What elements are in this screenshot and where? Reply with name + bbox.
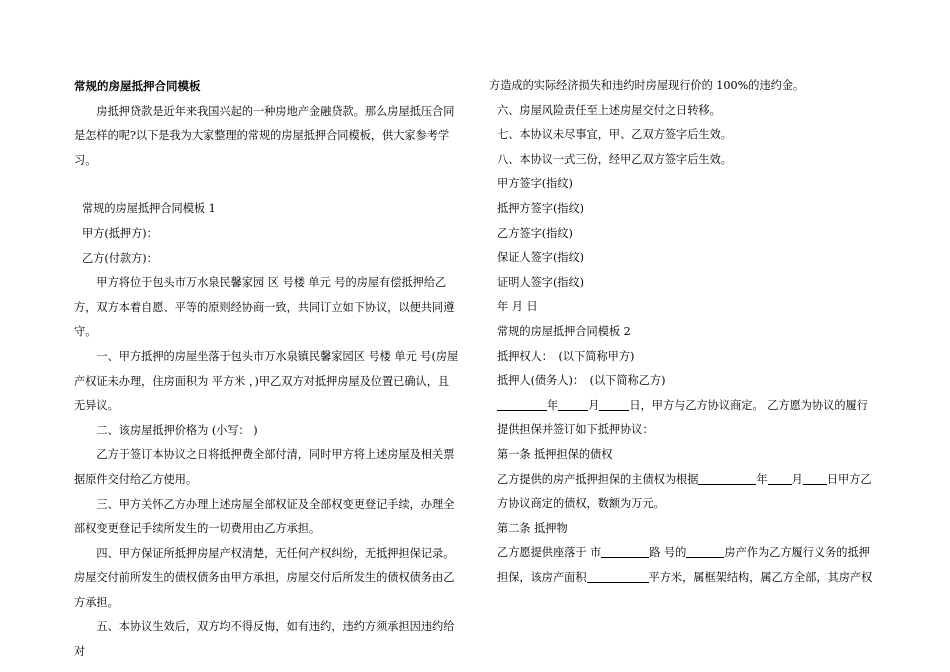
- clause-4: 四、甲方保证所抵押房屋产权清楚，无任何产权纠纷，无抵押担保记录。房屋交付前所发生的债权债务由甲方承担，房屋交付后所发生的债权债务由乙方承担。: [74, 546, 455, 609]
- date-line: 年 月 日: [497, 300, 538, 314]
- party-a-line: 甲方(抵押方)：: [82, 226, 158, 240]
- signature-guarantor: 保证人签字(指纹): [497, 251, 585, 265]
- blank-field: [599, 397, 629, 411]
- mortgagor-line: 抵押人(债务人)： (以下简称乙方): [497, 374, 666, 388]
- article-1-heading: 第一条 抵押担保的债权: [497, 447, 613, 461]
- clause-2: 二、该房屋抵押价格为 (小写： ): [96, 423, 258, 437]
- clause-8: 八、本协议一式三份，经甲乙双方签字后生效。: [497, 152, 732, 166]
- blank-field: [803, 471, 827, 485]
- document-title: 常规的房屋抵押合同模板: [74, 79, 201, 93]
- article-1-paragraph: 乙方提供的房产抵押担保的主债权为根据 年 月 日甲方乙方协议商定的债权，数额为万元。: [497, 472, 872, 511]
- left-column: [74, 74, 459, 665]
- signature-party-b: 乙方签字(指纹): [497, 226, 573, 240]
- clause-2-detail: 乙方于签订本协议之日将抵押费全部付清，同时甲方将上述房屋及相关票据原件交付给乙方使用。: [74, 448, 455, 486]
- blank-field: [698, 471, 756, 485]
- signature-mortgagor: 抵押方签字(指纹): [497, 201, 585, 215]
- template-2-heading: 常规的房屋抵押合同模板 2: [497, 324, 631, 338]
- signature-party-a: 甲方签字(指纹): [497, 177, 573, 191]
- right-column: [489, 74, 874, 590]
- preamble-paragraph: 甲方将位于包头市万水泉民馨家园 区 号楼 单元 号的房屋有偿抵押给乙方，双方本着自愿、平等的原则经协商一致，共同订立如下协议，以便共同遵守。: [74, 276, 455, 339]
- clause-5-continued: 方造成的实际经济损失和违约时房屋现行价的 100%的违约金。: [489, 79, 805, 92]
- intro-paragraph: 房抵押贷款是近年来我国兴起的一种房地产金融贷款。那么房屋抵压合同是怎样的呢?以下是我为大家整理的常规的房屋抵押合同模板，供大家参考学习。: [74, 104, 455, 167]
- clause-1: 一、甲方抵押的房屋坐落于包头市万水泉镇民馨家园区 号楼 单元 号(房屋产权证未办理，住房面积为 平方米 ，)甲乙双方对抵押房屋及位置已确认，且无异议。: [74, 349, 459, 413]
- agreement-paragraph: 年 月 日，甲方与乙方协议商定。 乙方愿为协议的履行提供担保并签订如下抵押协议：: [497, 398, 868, 437]
- blank-field: [587, 569, 649, 583]
- clause-7: 七、本协议未尽事宜，甲、乙双方签字后生效。: [497, 128, 732, 142]
- clause-5: 五、本协议生效后，双方均不得反悔，如有违约，违约方须承担因违约给对: [74, 620, 455, 659]
- party-b-line: 乙方(付款方)：: [82, 251, 158, 265]
- clause-6: 六、房屋风险责任至上述房屋交付之日转移。: [497, 103, 721, 117]
- blank-field: [558, 397, 588, 411]
- template-1-heading: 常规的房屋抵押合同模板 1: [82, 202, 216, 216]
- spacer: [74, 173, 459, 197]
- article-2-heading: 第二条 抵押物: [497, 521, 568, 535]
- article-2-paragraph: 乙方愿提供座落于 市 路 号的 房产作为乙方履行义务的抵押担保，该房产面积 平方米，属框架结构，属乙方全部，其房产权: [497, 546, 873, 584]
- blank-field: [601, 544, 649, 558]
- blank-field: [497, 397, 547, 411]
- clause-3: 三、甲方关怀乙方办理上述房屋全部权证及全部权变更登记手续，办理全部权变更登记手续所发生的一切费用由乙方承担。: [74, 497, 455, 536]
- blank-field: [768, 471, 792, 485]
- mortgagee-line: 抵押权人： (以下简称甲方): [497, 349, 635, 363]
- blank-field: [686, 544, 724, 558]
- signature-witness: 证明人签字(指纹): [497, 275, 585, 289]
